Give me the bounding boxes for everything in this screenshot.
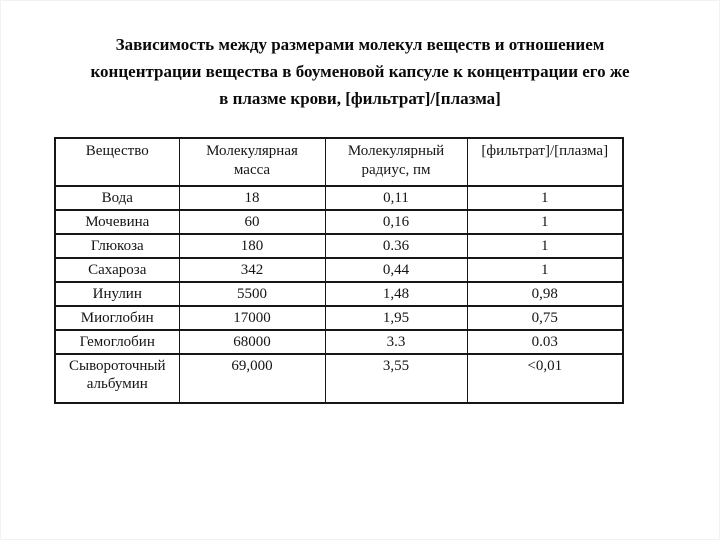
cell-ratio: 1 <box>467 258 623 282</box>
header-filtrate-plasma-ratio <box>467 138 623 186</box>
cell-radius: 1,95 <box>325 306 467 330</box>
table-row <box>55 354 623 403</box>
cell-ratio: 0.03 <box>467 330 623 354</box>
cell-mass: 69,000 <box>179 354 325 403</box>
cell-ratio: 1 <box>467 186 623 210</box>
title-line-3: в плазме крови, [фильтрат]/[плазма] <box>219 89 501 108</box>
header-molecular-radius-label: Молекулярный <box>347 143 445 159</box>
cell-radius: 3,55 <box>325 354 467 403</box>
cell-mass: 180 <box>179 234 325 258</box>
cell-substance: Глюкоза <box>55 234 179 258</box>
cell-mass: 17000 <box>179 306 325 330</box>
header-substance-label: Вещество <box>85 143 149 159</box>
cell-ratio: 1 <box>467 234 623 258</box>
substances-table <box>54 137 624 404</box>
cell-mass: 18 <box>179 186 325 210</box>
cell-mass: 342 <box>179 258 325 282</box>
cell-mass: 60 <box>179 210 325 234</box>
table-row <box>55 306 623 330</box>
cell-ratio: 0,75 <box>467 306 623 330</box>
cell-radius: 0.36 <box>325 234 467 258</box>
cell-mass: 5500 <box>179 282 325 306</box>
title-line-1: Зависимость между размерами молекул веществ и отношением <box>115 35 605 54</box>
cell-substance: Вода <box>55 186 179 210</box>
title-line-2: концентрации вещества в боуменовой капсуле к концентрации его же <box>90 62 630 81</box>
table-row <box>55 330 623 354</box>
cell-radius: 0,11 <box>325 186 467 210</box>
cell-ratio: <0,01 <box>467 354 623 403</box>
table-row <box>55 282 623 306</box>
cell-radius: 0,16 <box>325 210 467 234</box>
cell-substance: Сахароза <box>55 258 179 282</box>
table-row <box>55 186 623 210</box>
cell-radius: 3.3 <box>325 330 467 354</box>
cell-ratio: 1 <box>467 210 623 234</box>
cell-substance: Гемоглобин <box>55 330 179 354</box>
header-filtrate-plasma-ratio-label: [фильтрат]/[плазма] <box>481 143 609 159</box>
cell-substance: Сывороточный альбумин <box>55 354 179 403</box>
header-molecular-mass-label: Молекулярная <box>206 143 298 159</box>
table-title <box>20 0 700 112</box>
cell-substance: Миоглобин <box>55 306 179 330</box>
table-row <box>55 234 623 258</box>
header-molecular-mass: Молекулярная масса <box>179 138 325 186</box>
cell-substance: Мочевина <box>55 210 179 234</box>
cell-substance: Инулин <box>55 282 179 306</box>
header-molecular-radius: Молекулярный радиус, пм <box>325 138 467 186</box>
table-header-row <box>55 138 623 186</box>
cell-ratio: 0,98 <box>467 282 623 306</box>
table-row <box>55 210 623 234</box>
header-substance <box>55 138 179 186</box>
cell-radius: 1,48 <box>325 282 467 306</box>
cell-mass: 68000 <box>179 330 325 354</box>
table-row <box>55 258 623 282</box>
cell-radius: 0,44 <box>325 258 467 282</box>
